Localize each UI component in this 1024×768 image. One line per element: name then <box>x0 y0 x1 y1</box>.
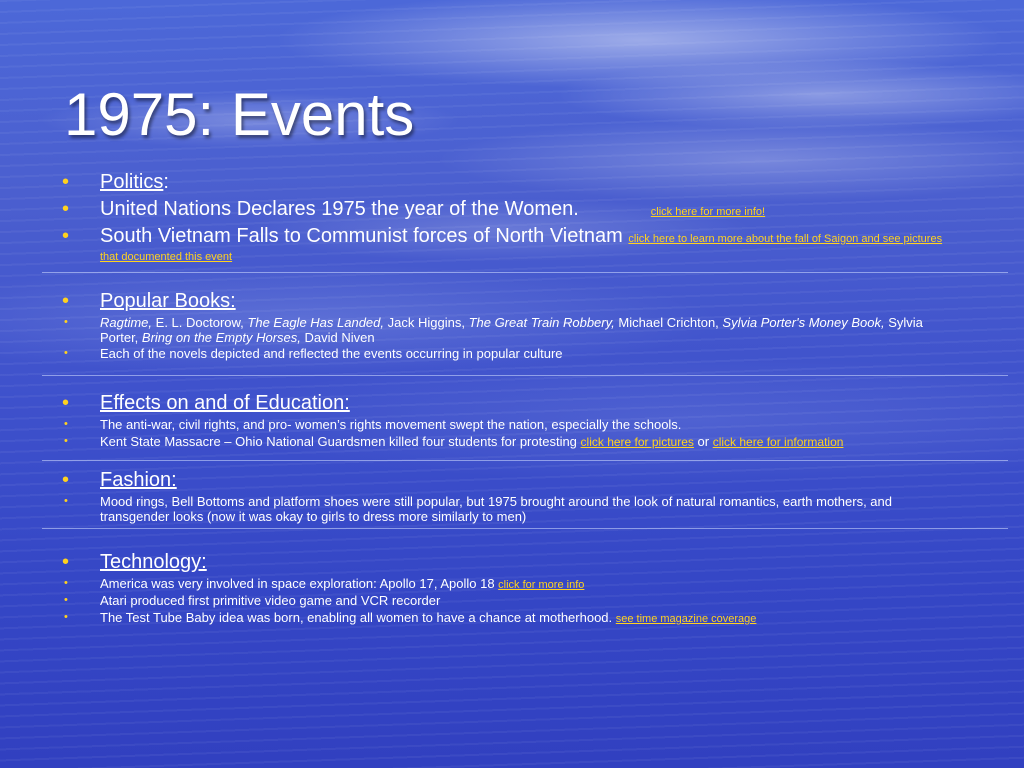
book-author: David Niven <box>300 330 375 345</box>
bullet-icon: • <box>62 469 70 491</box>
bullet-icon: • <box>62 392 70 414</box>
saigon-link[interactable]: click here to learn more about the fall of Saigon and see pictures that documented this event <box>100 233 943 263</box>
slide-title: 1975: Events <box>64 81 415 148</box>
technology-item-atari <box>62 593 954 608</box>
book-author: Michael Crichton, <box>614 315 723 330</box>
books-note-item <box>62 346 954 361</box>
time-magazine-link[interactable]: see time magazine coverage <box>615 613 757 625</box>
technology-heading[interactable]: Technology: <box>100 551 207 573</box>
politics-heading-colon: : <box>163 171 169 193</box>
bullet-icon: • <box>62 290 70 312</box>
technology-item-text: The Test Tube Baby idea was born, enabling all women to have a chance at motherhood. <box>100 610 616 625</box>
bullet-icon: • <box>64 316 68 328</box>
book-title: The Eagle Has Landed, <box>247 315 385 330</box>
information-link[interactable]: click here for information <box>712 435 844 449</box>
technology-heading-item <box>62 550 954 574</box>
bullet-icon: • <box>62 171 70 193</box>
books-heading-item <box>62 289 954 313</box>
books-heading[interactable]: Popular Books: <box>100 290 236 312</box>
politics-item-text: South Vietnam Falls to Communist forces of North Vietnam <box>100 225 623 247</box>
books-list-item <box>62 315 954 345</box>
book-author: Jack Higgins, <box>384 315 469 330</box>
fashion-heading-item <box>62 468 954 492</box>
bullet-icon: • <box>64 594 68 606</box>
politics-item-text: United Nations Declares 1975 the year of the Women. <box>100 198 579 220</box>
technology-item-test-tube <box>62 610 954 627</box>
divider <box>42 272 1008 273</box>
education-heading-item <box>62 391 954 415</box>
apollo-more-info-link[interactable]: click for more info <box>498 579 585 591</box>
book-author: Sylvia Porter, <box>100 315 923 345</box>
book-author: E. L. Doctorow, <box>152 315 248 330</box>
bullet-icon: • <box>64 495 68 507</box>
bullet-icon: • <box>62 551 70 573</box>
technology-item-text: America was very involved in space exploration: Apollo 17, Apollo 18 <box>100 576 499 591</box>
fashion-heading[interactable]: Fashion: <box>100 469 177 491</box>
divider <box>42 375 1008 376</box>
books-note-text: Each of the novels depicted and reflected the events occurring in popular culture <box>100 346 563 361</box>
bullet-icon: • <box>64 577 68 589</box>
fashion-item <box>62 494 954 524</box>
divider <box>42 528 1008 529</box>
bullet-icon: • <box>62 198 70 220</box>
fashion-item-text: Mood rings, Bell Bottoms and platform shoes were still popular, but 1975 brought around the look of natural romantics, earth mothers, and transgender looks (now it was okay to girls to dress more similarly to men) <box>100 494 892 524</box>
education-item-text: Kent State Massacre – Ohio National Guardsmen killed four students for protesting <box>100 434 581 449</box>
book-title: Sylvia Porter's Money Book, <box>722 315 885 330</box>
politics-item-un <box>62 197 954 224</box>
bullet-icon: • <box>64 435 68 447</box>
politics-item-vietnam <box>62 224 954 264</box>
book-title: Ragtime, <box>100 315 153 330</box>
education-item-movements <box>62 417 954 432</box>
technology-item-text: Atari produced first primitive video game and VCR recorder <box>100 593 441 608</box>
pictures-link[interactable]: click here for pictures <box>580 435 694 449</box>
technology-item-space <box>62 576 954 593</box>
education-heading[interactable]: Effects on and of Education: <box>100 392 350 414</box>
book-title: Bring on the Empty Horses, <box>141 330 301 345</box>
education-item-text: The anti-war, civil rights, and pro- women’s rights movement swept the nation, especially the schools. <box>100 417 682 432</box>
or-text: or <box>693 434 713 449</box>
education-item-kent-state <box>62 434 954 450</box>
book-title: The Great Train Robbery, <box>468 315 615 330</box>
divider <box>42 460 1008 461</box>
bullet-icon: • <box>64 347 68 359</box>
bullet-icon: • <box>64 418 68 430</box>
bullet-icon: • <box>64 611 68 623</box>
more-info-link[interactable]: click here for more info! <box>650 206 766 218</box>
bullet-icon: • <box>62 225 70 247</box>
politics-heading-item <box>62 170 954 194</box>
politics-heading[interactable]: Politics <box>100 171 164 193</box>
